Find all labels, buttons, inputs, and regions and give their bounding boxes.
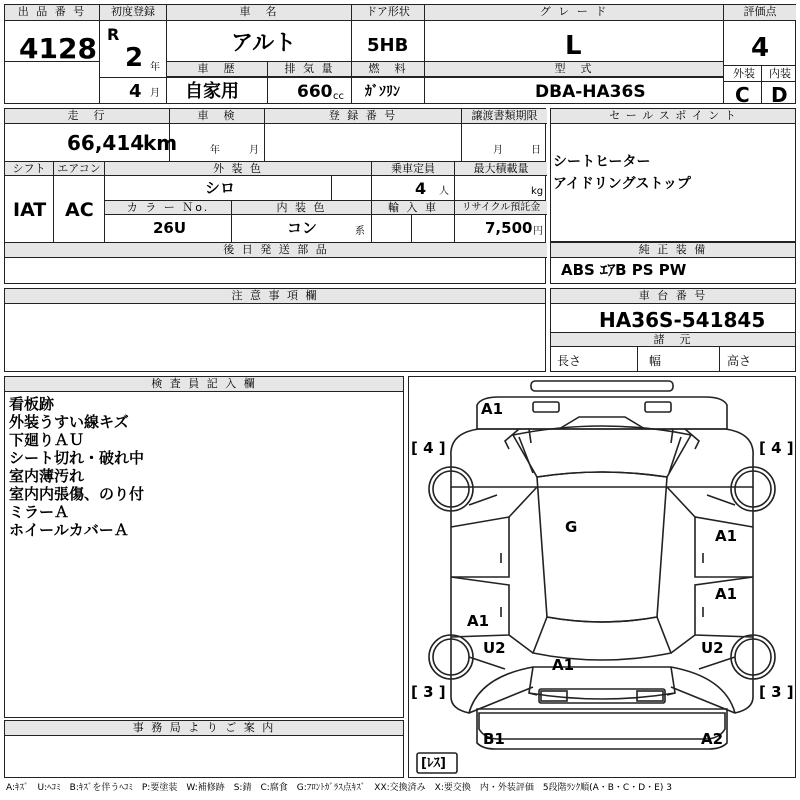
mark-right-u2: U2 bbox=[701, 639, 724, 657]
car-name-value: アルト bbox=[231, 31, 297, 56]
ext-color-label: 外 装 色 bbox=[105, 162, 371, 176]
sales-point-item-1: シートヒーター bbox=[553, 154, 651, 170]
import-label: 輸 入 車 bbox=[372, 201, 454, 215]
capacity-label: 乗車定員 bbox=[372, 162, 454, 176]
inspector-line: ミラーＡ bbox=[9, 503, 70, 521]
first-reg-year-unit: 年 bbox=[150, 62, 160, 73]
mark-right-a1-top: A1 bbox=[715, 527, 738, 545]
header-block bbox=[4, 4, 796, 107]
width-label: 幅 bbox=[649, 354, 662, 368]
car-diagram bbox=[408, 376, 796, 778]
chassis-value: HA36S-541845 bbox=[599, 308, 766, 332]
displacement-value: 660 bbox=[297, 82, 333, 102]
grade-value: L bbox=[565, 31, 582, 61]
inspector-line: 下廻りＡＵ bbox=[9, 431, 85, 449]
notes-block bbox=[4, 288, 546, 372]
lot-no-label: 出 品 番 号 bbox=[5, 5, 99, 21]
interior-value: D bbox=[771, 83, 788, 107]
equipment-block bbox=[550, 242, 796, 284]
lot-no-value: 4128 bbox=[19, 32, 97, 65]
color-no-label: カ ラ ー Ｎo. bbox=[105, 201, 231, 215]
first-reg-month: 4 bbox=[129, 81, 142, 102]
tire-fr-rank: [ 4 ] bbox=[759, 439, 794, 457]
max-load-unit: kg bbox=[531, 186, 544, 197]
equipment-value: ABS ｴｱB PS PW bbox=[561, 261, 687, 279]
fuel-label: 燃 料 bbox=[352, 62, 424, 77]
shift-value: IAT bbox=[13, 199, 47, 221]
car-outline bbox=[409, 377, 795, 777]
ext-color-value: シロ bbox=[205, 179, 236, 197]
tire-fl-rank: [ 4 ] bbox=[411, 439, 446, 457]
transfer-label: 譲渡書類期限 bbox=[462, 109, 547, 124]
history-label: 車 歴 bbox=[167, 62, 267, 77]
mark-front-a1: A1 bbox=[481, 400, 504, 418]
recycle-value: 7,500 bbox=[485, 219, 533, 237]
inspector-line: 室内内張傷、のり付 bbox=[9, 485, 145, 503]
mark-rear-b1: B1 bbox=[483, 730, 505, 748]
length-label: 長さ bbox=[557, 354, 582, 368]
inspection-month-unit: 月 bbox=[249, 145, 259, 156]
mark-left-u2: U2 bbox=[483, 639, 506, 657]
inspector-line: シート切れ・破れ中 bbox=[9, 449, 145, 467]
inspector-line: ホイールカバーＡ bbox=[9, 521, 129, 539]
mark-roof-g: G bbox=[565, 518, 578, 536]
equipment-label: 純 正 装 備 bbox=[551, 243, 795, 258]
later-parts-label: 後 日 発 送 部 品 bbox=[5, 243, 547, 258]
inspector-label: 検 査 員 記 入 欄 bbox=[5, 377, 403, 392]
notes-label: 注 意 事 項 欄 bbox=[5, 289, 545, 304]
legend-text: A:ｷｽﾞ U:ﾍｺﾐ B:ｷｽﾞを伴うﾍｺﾐ P:要塗装 W:補修跡 S:錆 C:腐食 G:ﾌﾛﾝﾄｶﾞﾗｽ点ｷｽﾞ XX:交換済み X:要交換 内・外装評価 5段階ﾗﾝｸ順(A・B・C・D・E) 3 bbox=[6, 783, 672, 793]
inspector-line: 看板跡 bbox=[9, 395, 55, 413]
spec-label: 諸 元 bbox=[551, 333, 795, 347]
first-reg-year: 2 bbox=[125, 43, 144, 73]
inspection-label: 車 検 bbox=[170, 109, 264, 124]
int-color-value: コン bbox=[287, 219, 318, 237]
score-label: 評価点 bbox=[724, 5, 796, 21]
transfer-month-unit: 月 bbox=[493, 145, 503, 156]
capacity-value: 4 bbox=[415, 179, 427, 198]
aircon-label: エアコン bbox=[54, 162, 104, 176]
exterior-value: C bbox=[735, 83, 750, 107]
office-block bbox=[4, 720, 404, 778]
score-value: 4 bbox=[751, 33, 770, 63]
sales-point-block bbox=[550, 108, 796, 242]
inspection-year-unit: 年 bbox=[210, 145, 220, 156]
height-label: 高さ bbox=[727, 354, 752, 368]
tire-rl-rank: [ 3 ] bbox=[411, 683, 446, 701]
color-no-value: 26U bbox=[153, 219, 187, 237]
first-reg-label: 初度登録 bbox=[100, 5, 166, 21]
mark-left-a1: A1 bbox=[467, 612, 490, 630]
mark-rear-a1: A1 bbox=[552, 656, 575, 674]
chassis-block bbox=[550, 288, 796, 372]
spec-block bbox=[4, 108, 546, 284]
fuel-value: ｶﾞｿﾘﾝ bbox=[365, 84, 400, 100]
transfer-day-unit: 日 bbox=[531, 145, 541, 156]
door-value: 5HB bbox=[367, 35, 409, 56]
shift-label: シフト bbox=[5, 162, 53, 176]
model-label: 型 式 bbox=[425, 62, 723, 77]
office-label: 事 務 局 よ り ご 案 内 bbox=[5, 721, 403, 736]
first-reg-month-unit: 月 bbox=[150, 88, 160, 99]
max-load-label: 最大積載量 bbox=[455, 162, 547, 176]
recycle-label: リサイクル預託金 bbox=[455, 201, 547, 215]
mark-rear-a2: A2 bbox=[701, 730, 724, 748]
first-reg-era: R bbox=[107, 25, 120, 44]
capacity-unit: 人 bbox=[439, 186, 449, 197]
grade-label: グ レ ー ド bbox=[425, 5, 723, 21]
displacement-unit: cc bbox=[333, 91, 344, 102]
interior-label: 内装 bbox=[769, 67, 791, 80]
spare-tire-label: [ﾚｽ] bbox=[421, 756, 446, 771]
aircon-value: AC bbox=[65, 199, 94, 221]
chassis-label: 車 台 番 号 bbox=[551, 289, 795, 304]
mileage-label: 走 行 bbox=[5, 109, 169, 124]
inspector-lines bbox=[9, 395, 144, 539]
displacement-label: 排 気 量 bbox=[268, 62, 351, 77]
tire-rr-rank: [ 3 ] bbox=[759, 683, 794, 701]
reg-no-label: 登 録 番 号 bbox=[265, 109, 461, 124]
model-value: DBA-HA36S bbox=[535, 82, 646, 102]
sales-point-label: セ ー ル ス ポ イ ン ト bbox=[551, 109, 795, 124]
mileage-value: 66,414 bbox=[67, 131, 145, 155]
sales-point-item-2: アイドリングストップ bbox=[553, 176, 691, 192]
int-color-label: 内 装 色 bbox=[232, 201, 371, 215]
inspector-line: 外装うすい線キズ bbox=[9, 413, 129, 431]
mark-right-a1-bottom: A1 bbox=[715, 585, 738, 603]
recycle-unit: 円 bbox=[533, 226, 543, 237]
exterior-label: 外装 bbox=[733, 67, 755, 80]
inspector-line: 室内薄汚れ bbox=[9, 467, 85, 485]
mileage-unit: km bbox=[143, 131, 178, 155]
int-color-unit: 系 bbox=[355, 226, 365, 237]
car-name-label: 車 名 bbox=[167, 5, 351, 21]
door-label: ドア形状 bbox=[352, 5, 424, 21]
inspector-block bbox=[4, 376, 404, 718]
history-value: 自家用 bbox=[185, 81, 239, 102]
